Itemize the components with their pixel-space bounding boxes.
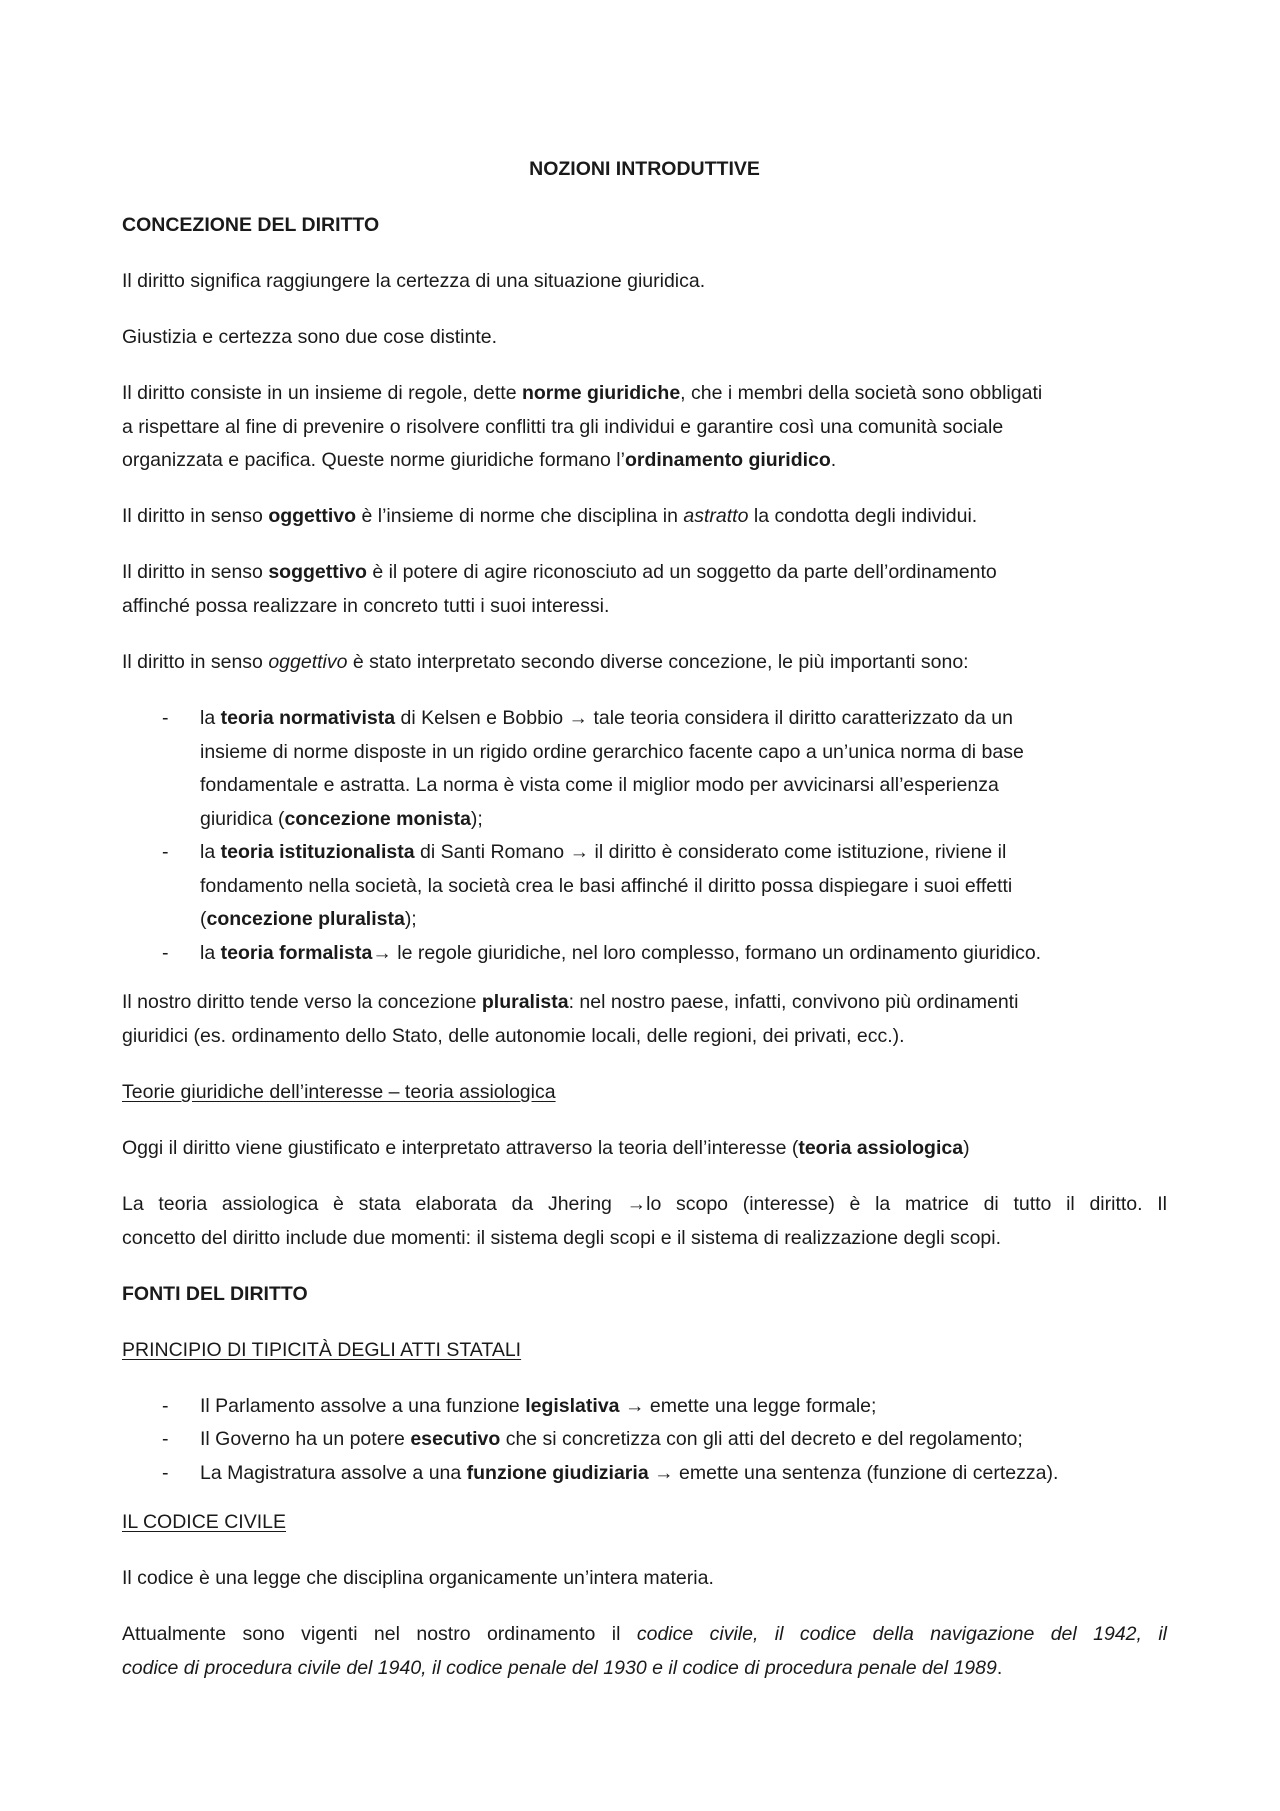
arrow-icon: →	[568, 707, 589, 729]
paragraph-line: affinché possa realizzare in concreto tutti i suoi interessi.	[122, 595, 610, 617]
subheading-codice-civile: IL CODICE CIVILE	[122, 1511, 286, 1533]
section-heading-fonti: FONTI DEL DIRITTO	[122, 1283, 308, 1305]
list-item-line: (concezione pluralista);	[200, 908, 417, 930]
arrow-icon: →	[372, 942, 392, 964]
paragraph: Oggi il diritto viene giustificato e interpretato attraverso la teoria dell’interesse (teoria assiologica)	[122, 1137, 970, 1159]
list-item-line: fondamento nella società, la società crea le basi affinché il diritto possa dispiegare i suoi effetti	[200, 875, 1013, 897]
list-item-line: la teoria normativista di Kelsen e Bobbio → tale teoria considera il diritto caratterizzato da un	[200, 707, 1013, 729]
list-bullet: -	[162, 841, 169, 863]
list-bullet: -	[162, 942, 169, 964]
paragraph-line: giuridici (es. ordinamento dello Stato, delle autonomie locali, delle regioni, dei privati, ecc.).	[122, 1025, 905, 1047]
paragraph-line: codice di procedura civile del 1940, il codice penale del 1930 e il codice di procedura penale del 1989.	[122, 1657, 1003, 1679]
arrow-icon: →	[626, 1193, 647, 1215]
list-item-line: fondamentale e astratta. La norma è vista come il miglior modo per avvicinarsi all’esperienza	[200, 774, 999, 796]
list-item-line: La Magistratura assolve a una funzione giudiziaria → emette una sentenza (funzione di certezza).	[200, 1462, 1059, 1484]
list-item-line: la teoria formalista→ le regole giuridiche, nel loro complesso, formano un ordinamento giuridico.	[200, 942, 1042, 964]
arrow-icon: →	[624, 1395, 645, 1417]
paragraph-line: organizzata e pacifica. Queste norme giuridiche formano l’ordinamento giuridico.	[122, 449, 837, 471]
paragraph-line: Il diritto consiste in un insieme di regole, dette norme giuridiche, che i membri della società sono obbligati	[122, 382, 1043, 404]
paragraph: Il diritto significa raggiungere la certezza di una situazione giuridica.	[122, 270, 706, 292]
paragraph: Giustizia e certezza sono due cose distinte.	[122, 326, 498, 348]
list-bullet: -	[162, 1462, 169, 1484]
list-bullet: -	[162, 707, 169, 729]
paragraph-line: a rispettare al fine di prevenire o risolvere conflitti tra gli individui e garantire così una comunità sociale	[122, 416, 1004, 438]
arrow-icon: →	[654, 1462, 674, 1484]
subheading-principio: PRINCIPIO DI TIPICITÀ DEGLI ATTI STATALI	[122, 1339, 522, 1361]
list-item-line: Il Governo ha un potere esecutivo che si concretizza con gli atti del decreto e del regolamento;	[200, 1428, 1023, 1450]
paragraph: Il diritto in senso oggettivo è l’insieme di norme che disciplina in astratto la condotta degli individui.	[122, 505, 978, 527]
paragraph-line: Il nostro diritto tende verso la concezione pluralista: nel nostro paese, infatti, convivono più ordinamenti	[122, 991, 1019, 1013]
section-heading-concezione: CONCEZIONE DEL DIRITTO	[122, 214, 380, 236]
arrow-icon: →	[569, 841, 590, 863]
document-title: NOZIONI INTRODUTTIVE	[529, 158, 760, 180]
list-bullet: -	[162, 1395, 169, 1417]
list-item-line: giuridica (concezione monista);	[200, 808, 483, 830]
list-item-line: Il Parlamento assolve a una funzione legislativa → emette una legge formale;	[200, 1395, 877, 1417]
paragraph-line: Attualmente sono vigenti nel nostro ordinamento il codice civile, il codice della navigazione del 1942, il	[122, 1623, 1168, 1645]
paragraph: Il codice è una legge che disciplina organicamente un’intera materia.	[122, 1567, 714, 1589]
list-bullet: -	[162, 1428, 169, 1450]
list-item-line: la teoria istituzionalista di Santi Romano → il diritto è considerato come istituzione, riviene il	[200, 841, 1007, 863]
paragraph-line: Il diritto in senso soggettivo è il potere di agire riconosciuto ad un soggetto da parte dell’ordinamento	[122, 561, 997, 583]
paragraph: Il diritto in senso oggettivo è stato interpretato secondo diverse concezione, le più importanti sono:	[122, 651, 969, 673]
subheading-teorie: Teorie giuridiche dell’interesse – teoria assiologica	[122, 1081, 556, 1103]
paragraph-line: La teoria assiologica è stata elaborata da Jhering →lo scopo (interesse) è la matrice di tutto il diritto. Il	[122, 1193, 1167, 1215]
list-item-line: insieme di norme disposte in un rigido ordine gerarchico facente capo a un’unica norma di base	[200, 741, 1024, 763]
paragraph-line: concetto del diritto include due momenti: il sistema degli scopi e il sistema di realizzazione degli scopi.	[122, 1227, 1002, 1249]
